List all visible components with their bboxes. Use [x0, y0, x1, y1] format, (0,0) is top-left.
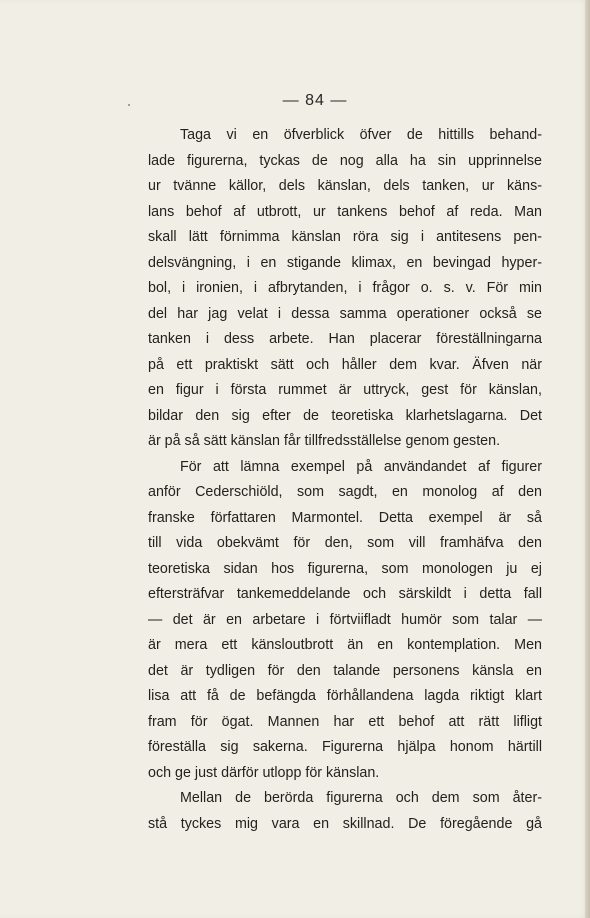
text-line: stå tyckes mig vara en skillnad. De föregående gå	[148, 815, 542, 832]
text-line: tanken i dess arbete. Han placerar föreställningarna	[148, 331, 542, 347]
text-line: på ett praktiskt sätt och håller dem kvar. Äfven när	[148, 356, 542, 373]
text-line: är på så sätt känslan får tillfredsställelse genom gesten.	[148, 433, 501, 449]
text-line: del har jag velat i dessa samma operationer också se	[148, 305, 542, 322]
text-line: Mellan de berörda figurerna och dem som åter-	[180, 790, 542, 806]
text-line: föreställa sig sakerna. Figurerna hjälpa honom härtill	[148, 739, 542, 755]
text-line: delsvängning, i en stigande klimax, en bevingad hyper-	[148, 254, 542, 271]
text-line: eftersträfvar tankemeddelande och särskildt i detta fall	[148, 586, 542, 602]
text-line: lans behof af utbrott, ur tankens behof af reda. Man	[148, 203, 542, 220]
text-line: det är tydligen för den talande personens känsla en	[148, 662, 542, 679]
text-line: bol, i ironien, i afbrytanden, i frågor o. s. v. För min	[148, 280, 542, 296]
text-line: anför Cederschiöld, som sagdt, en monolog af den	[148, 484, 542, 500]
text-line: lisa att få de befängda förhållandena lagda riktigt klart	[148, 688, 542, 704]
text-line: är mera ett känsloutbrott än en kontemplation. Men	[148, 637, 542, 653]
text-line: till vida obekvämt för den, som vill framhäfva den	[148, 535, 542, 551]
text-line: och ge just därför utlopp för känslan.	[148, 764, 380, 781]
text-line: franske författaren Marmontel. Detta exempel är så	[148, 509, 542, 526]
page-edge-shadow	[585, 0, 590, 918]
text-line: Taga vi en öfverblick öfver de hittills behand-	[180, 127, 542, 143]
text-line: — det är en arbetare i förtviifladt humör som talar —	[148, 611, 542, 628]
text-line: lade figurerna, tyckas de nog alla ha sin upprinnelse	[148, 152, 542, 169]
page-number: — 84 —	[282, 92, 348, 109]
text-line: fram för ögat. Mannen har ett behof att rätt lifligt	[148, 713, 542, 730]
body-text	[148, 123, 542, 837]
text-line: ur tvänne källor, dels känslan, dels tanken, ur käns-	[148, 178, 542, 194]
text-line: en figur i första rummet är uttryck, gest för känslan,	[148, 382, 542, 398]
text-line: För att lämna exempel på användandet af figurer	[180, 458, 542, 475]
text-line: bildar den sig efter de teoretiska klarhetslagarna. Det	[148, 407, 542, 424]
text-line: skall lätt förnimma känslan röra sig i antitesens pen-	[148, 229, 542, 245]
text-line: teoretiska sidan hos figurerna, som monologen ju ej	[148, 560, 542, 577]
